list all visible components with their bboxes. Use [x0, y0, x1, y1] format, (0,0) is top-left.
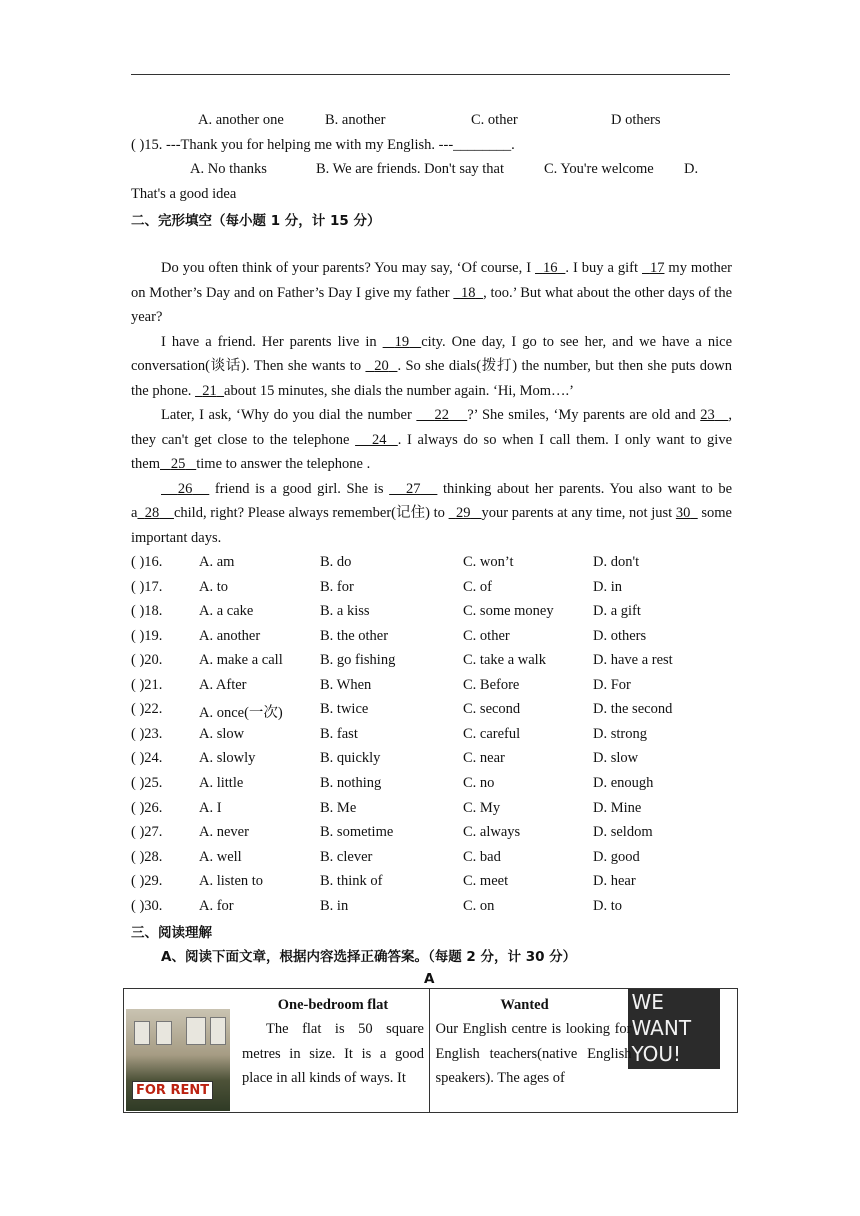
blank-18: 18: [460, 284, 476, 301]
blank-27: 27: [406, 480, 421, 497]
cloze-paragraph-2: I have a friend. Her parents live in 19 city. One day, I go to see her, and we have a nice conversation(谈话). Then she wants to 20 . So she dials(拨打) the number, but then she puts down the phone. 21 about 15 minutes, she dials the number again. ‘Hi, Mom….’: [131, 333, 733, 399]
q15-option-b: B. We are friends. Don't say that: [316, 161, 505, 177]
blank-19: 19: [394, 333, 410, 350]
cloze-paragraph-1: Do you often think of your parents? You may say, ‘Of course, I 16 . I buy a gift 17 my mother on Mother’s Day and on Father’s Day I give my father 18 , too.’ But what about the other days of the year?: [131, 260, 733, 325]
cloze-paragraph-4: 26 friend is a good girl. She is 27 thinking about her parents. You also want to be a 28 child, right? Please always remember(记住) to 29 your parents at any time, not just 30 some important days.: [131, 480, 733, 546]
blank-29: 29: [455, 505, 471, 521]
ads-table: [123, 988, 738, 1113]
blank-20: 20: [374, 358, 389, 374]
ad-wanted-title: Wanted: [500, 997, 549, 1013]
q14-option-c: C. other: [471, 112, 518, 128]
for-rent-sign: FOR RENT: [132, 1081, 213, 1100]
blank-21: 21: [202, 382, 217, 399]
chalkboard-photo-icon: WE WANT YOU!: [628, 989, 720, 1069]
q15-option-c: C. You're welcome: [544, 161, 654, 177]
header-rule: [131, 74, 730, 75]
cloze-paragraph-3: Later, I ask, ‘Why do you dial the number 22 ?’ She smiles, ‘My parents are old and 23 , they can't get close to the telephone 24 . I always do so when I call them. I only want to give them 25 time to answer the telephone .: [131, 407, 733, 472]
ad-wanted: [429, 989, 738, 1113]
blank-30: 30: [675, 505, 691, 521]
q15-option-d: D.: [684, 161, 699, 177]
q15-option-a: A. No thanks: [190, 161, 267, 177]
ad-flat-text: The flat is 50 square metres in size. It is a good place in all kinds of ways. It: [242, 1021, 424, 1086]
house-photo-icon: [126, 1009, 230, 1111]
cloze-passage: [131, 256, 732, 550]
ad-flat-title: One-bedroom flat: [277, 997, 389, 1013]
blank-22: 22: [434, 407, 450, 423]
section3-instruction: A、阅读下面文章，根据内容选择正确答案。（每题 2 分，计 30 分）: [161, 949, 577, 965]
q14-option-b: B. another: [325, 112, 386, 128]
blank-28: 28: [144, 505, 160, 521]
ad-wanted-text: Our English centre is looking for English teachers(native English speakers). The ages of: [435, 1021, 632, 1086]
section3-title: 三、阅读理解: [131, 925, 212, 941]
q15-stem: ( )15. ---Thank you for helping me with my English. ---________.: [131, 137, 515, 153]
passage-label: A: [424, 971, 435, 987]
blank-17: 17: [649, 260, 665, 276]
blank-23: 23: [700, 407, 715, 423]
blank-16: 16: [542, 260, 558, 276]
blank-26: 26: [177, 480, 193, 497]
ad-flat: [124, 989, 430, 1113]
q15-option-d-continued: That's a good idea: [131, 186, 237, 202]
blank-24: 24: [372, 431, 387, 448]
blank-25: 25: [170, 456, 186, 472]
section2-title: 二、完形填空（每小题 1 分，计 15 分）: [131, 213, 381, 229]
q14-option-d: D others: [611, 112, 661, 128]
q14-option-a: A. another one: [198, 112, 284, 128]
